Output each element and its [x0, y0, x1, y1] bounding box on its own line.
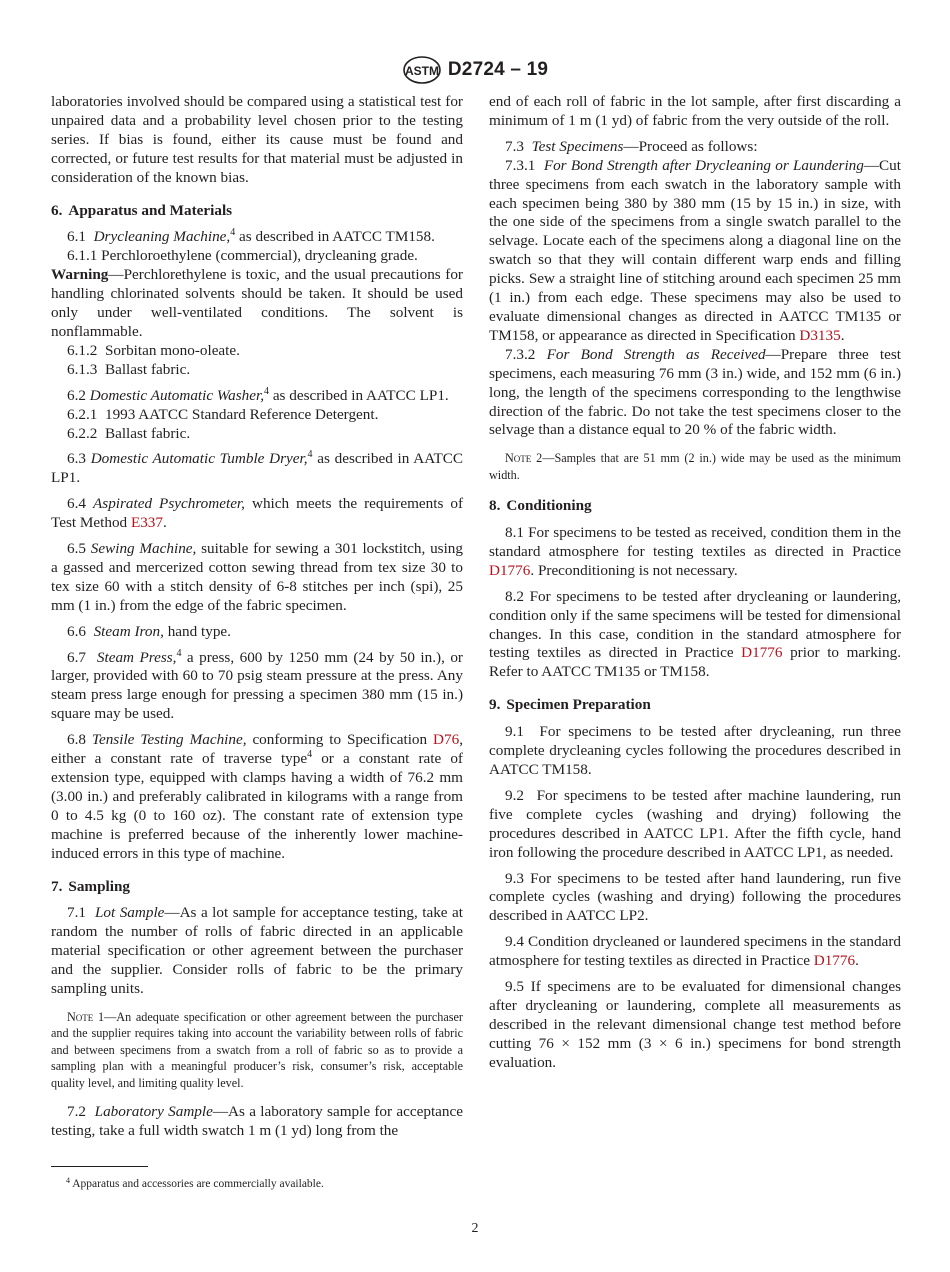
para-7-3-1: 7.3.1 For Bond Strength after Drycleaning or Laundering—Cut three specimens from each swatch in the laboratory sample with each specimen being 380 by 380 mm (15 by 15 in.) in size, with the one side of the specimens from a single swatch parallel to the selvage. Locate each of the specimens along a diagonal line on the swatch so that they will contain different warp ends and filling picks. Sew a straight line of stitching around each specimen 25 mm (1 in.) from each edge. These specimens may also be used to evaluate dimensional changes as directed in AATCC TM135 or TM158, or appearance as directed in Specification D3135. — [489, 156, 901, 344]
section-6-heading: 6. Apparatus and Materials — [51, 201, 233, 219]
left-column — [51, 93, 463, 1141]
para-6-1-2: 6.1.2 Sorbitan mono-oleate. — [67, 341, 240, 359]
link-d1776[interactable]: D1776 — [741, 644, 783, 662]
note-1: Note 1—An adequate specification or other agreement between the purchaser and the supplier requires taking into account the variability between rolls of fabric and between specimens from a swatch from a roll of fabric so as to provide a sampling plan with a meaningful producer’s risk, consumer’s risk, acceptable quality level, and limiting quality level. — [51, 1009, 463, 1090]
section-7-heading: 7. Sampling — [51, 877, 131, 895]
section-8-heading: 8. Conditioning — [489, 497, 592, 515]
para-9-1: 9.1 For specimens to be tested after drycleaning, run three complete drycleaning cycles following the procedures described in AATCC TM158. — [489, 723, 901, 778]
para-7-3-2: 7.3.2 For Bond Strength as Received—Prepare three test specimens, each measuring 76 mm (3 in.) wide, and 152 mm (6 in.) long, the length of the specimens corresponding to the lengthwise direction of the fabric. Do not take the test specimens closer to the selvage than a distance equal to 20 % of the fabric width. — [489, 345, 902, 439]
para-9-4: 9.4 Condition drycleaned or laundered specimens in the standard atmosphere for testing textiles as directed in Practice D1776. — [489, 933, 902, 970]
para-7-3: 7.3 Test Specimens—Proceed as follows: — [505, 137, 758, 155]
para-6-2-2: 6.2.2 Ballast fabric. — [67, 424, 191, 442]
para-8-1: 8.1 For specimens to be tested as received, condition them in the standard atmosphere for testing textiles as directed in Practice D1776. Preconditioning is not necessary. — [489, 524, 902, 579]
para-9-2: 9.2 For specimens to be tested after machine laundering, run five complete cycles (washing and drying) following the procedures described in AATCC LP1. After the fifth cycle, hand iron following the procedure described in AATCC LP1, as needed. — [489, 786, 902, 861]
para-6-2: 6.2 Domestic Automatic Washer,$^4$ as described in AATCC LP1. — [67, 385, 449, 404]
para-9-5: 9.5 If specimens are to be evaluated for dimensional changes after drycleaning or laundering, complete all measurements as described in the relevant dimensional change test method before cutting 76 × 152 mm (3 × 6 in.) specimens for bond strength evaluation. — [489, 978, 901, 1071]
astm-logo-icon — [402, 55, 442, 85]
section-9-heading: 9. Specimen Preparation — [489, 696, 651, 714]
para-6-1: 6.1 Drycleaning Machine,$^4$ as described in AATCC TM158. — [67, 227, 435, 246]
page-header — [0, 52, 950, 88]
footnote-divider — [51, 1166, 148, 1167]
link-d1776[interactable]: D1776 — [813, 952, 856, 970]
para-7-2-continued: end of each roll of fabric in the lot sample, after first discarding a minimum of 1 m (1 yd) of fabric from the very outside of the roll. — [489, 93, 901, 129]
link-d1776[interactable]: D1776 — [489, 561, 531, 579]
link-d76[interactable]: D76 — [433, 731, 460, 749]
intro-paragraph: laboratories involved should be compared using a statistical test for unpaired data and a probability level chosen prior to the testing series. If bias is found, either its cause must be found and corrected, or future test results for that material must be adjusted in consideration of the known bias. — [51, 93, 463, 186]
svg-text:ASTM: ASTM — [404, 64, 439, 78]
para-6-1-3: 6.1.3 Ballast fabric. — [67, 360, 191, 378]
warning-paragraph: Warning—Perchlorethylene is toxic, and the usual precautions for handling chlorinated solvents should be taken. It should be used only under well-ventilated conditions. The solvent is nonflammable. — [51, 266, 463, 340]
para-7-2: 7.2 Laboratory Sample—As a laboratory sample for acceptance testing, take a full width swatch 1 m (1 yd) long from the — [51, 1103, 464, 1139]
para-7-1: 7.1 Lot Sample—As a lot sample for acceptance testing, take at random the number of rolls of fabric directed in an applicable material specification or other agreement between the purchaser and the supplier. Consider rolls of fabric to be the primary sampling units. — [51, 904, 463, 998]
designation: D2724 – 19 — [447, 59, 549, 80]
link-d3135[interactable]: D3135 — [799, 326, 841, 344]
para-6-1-1: 6.1.1 Perchloroethylene (commercial), drycleaning grade. — [67, 247, 418, 265]
note-2: Note 2—Samples that are 51 mm (2 in.) wide may be used as the minimum width. — [489, 451, 902, 482]
para-9-3: 9.3 For specimens to be tested after hand laundering, run five complete cycles (washing and drying) following the procedures described in AATCC LP2. — [489, 869, 902, 925]
para-6-5: 6.5 Sewing Machine, suitable for sewing a 301 lockstitch, using a gassed and mercerized cotton sewing thread from tex size 30 to tex size 60 with a stitch density of 6-8 stitches per inch (spi), 25 mm (1 in.) from the edge of the fabric specimen. — [51, 540, 463, 614]
para-6-3: 6.3 Domestic Automatic Tumble Dryer,$^4$ as described in AATCC LP1. — [51, 449, 464, 487]
link-e337[interactable]: E337 — [130, 514, 163, 532]
para-8-2: 8.2 For specimens to be tested after drycleaning or laundering, condition only if the same specimens will be tested for dimensional changes. In this case, condition in the standard atmosphere for testing textiles as directed in Practice D1776 prior to marking. Refer to AATCC TM135 or TM158. — [489, 587, 902, 681]
para-6-8: 6.8 Tensile Testing Machine, conforming to Specification D76, either a constant rate of traverse type$^4$ or a constant rate of extension type, equipped with clamps having a width of 76.2 mm (3.00 in.) and preferably calibrated in kilograms with a range from 0 to 4.5 kg (0 to 160 oz). The constant rate of extension type machine is preferred because of the inherently lower machine-induced errors in this type of machine. — [51, 731, 463, 862]
footnote-4: $^4$ Apparatus and accessories are commercially available. — [66, 1176, 324, 1190]
para-6-7: 6.7 Steam Press,$^4$ a press, 600 by 1250 mm (24 by 50 in.), or larger, provided with 60 to 70 psig steam pressure at the press. Any steam press large enough for pressing a specimen 380 mm (15 in.) square may be used. — [51, 647, 463, 723]
para-6-6: 6.6 Steam Iron, hand type. — [67, 622, 231, 640]
right-column — [489, 93, 901, 1073]
page-number: 2 — [471, 1221, 479, 1236]
para-6-4: 6.4 Aspirated Psychrometer, which meets the requirements of Test Method E337. — [51, 495, 464, 532]
para-6-2-1: 6.2.1 1993 AATCC Standard Reference Detergent. — [67, 405, 379, 423]
